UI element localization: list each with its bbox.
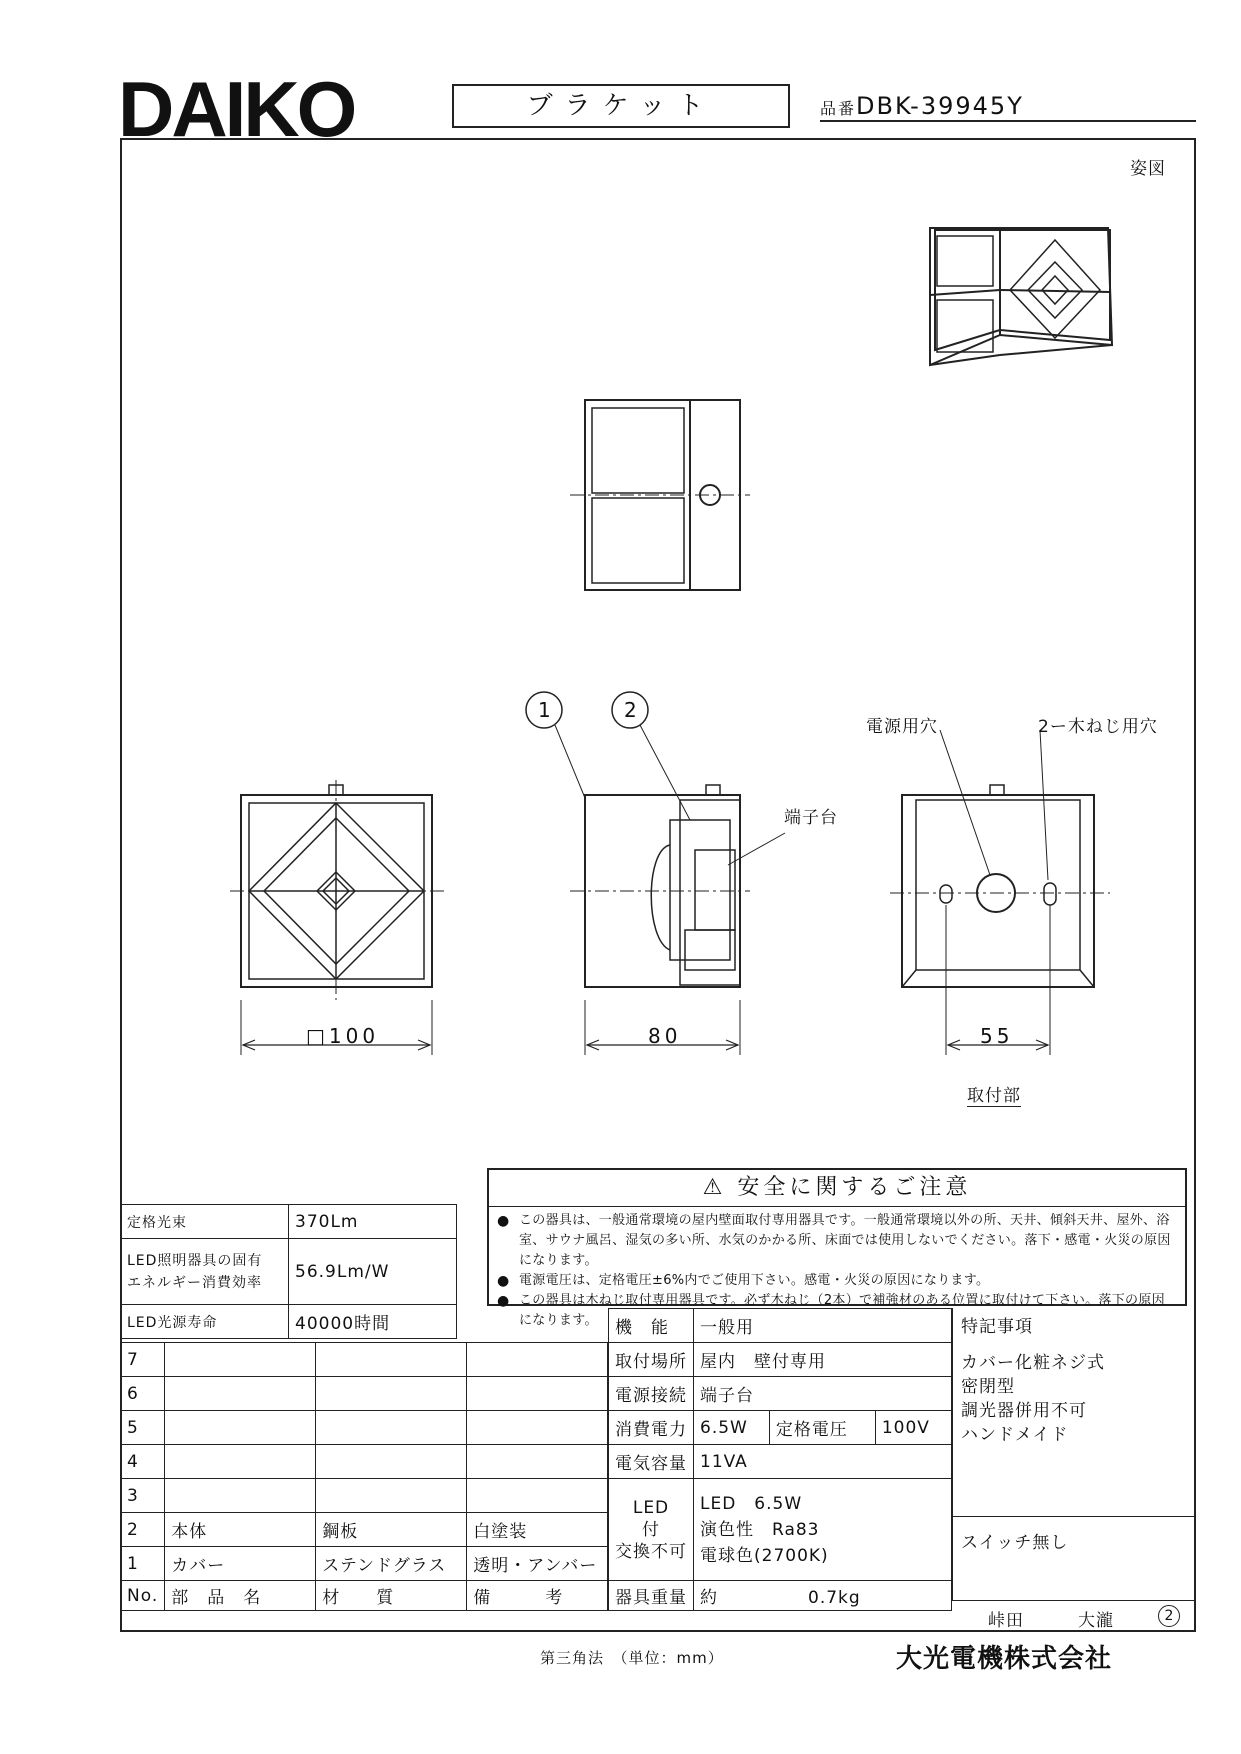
led-label-2: 付 <box>642 1519 660 1540</box>
weight-value: 0.7kg <box>808 1588 861 1608</box>
safety-title-text: 安全に関するご注意 <box>737 1175 972 1200</box>
weight-label: 器具重量 <box>609 1581 694 1611</box>
place-value: 屋内 壁付専用 <box>694 1343 952 1377</box>
isometric-view <box>930 228 1112 365</box>
part-no: 1 <box>121 1547 165 1581</box>
spec-value: 40000時間 <box>289 1305 457 1339</box>
front-view <box>230 780 445 1055</box>
mount-label: 取付部 <box>967 1081 1021 1107</box>
part-note <box>467 1445 608 1479</box>
designer-name: 峠田 <box>988 1611 1024 1631</box>
led-value <box>694 1479 952 1581</box>
note-line: ハンドメイド <box>961 1425 1069 1445</box>
part-note <box>467 1479 608 1513</box>
notes-title: 特記事項 <box>961 1317 1033 1337</box>
led-value-2: 演色性 Ra83 <box>700 1519 820 1540</box>
notes-divider <box>953 1516 1195 1517</box>
part-no: 6 <box>121 1377 165 1411</box>
spec-value: 56.9Lm/W <box>289 1239 457 1305</box>
dim-width: □100 <box>306 1024 380 1048</box>
top-view <box>570 400 750 590</box>
part-note: 透明・アンバー <box>467 1547 608 1581</box>
checker-name: 大瀧 <box>1078 1611 1114 1631</box>
weight-cell <box>694 1581 952 1611</box>
voltage-label: 定格電圧 <box>769 1411 875 1445</box>
side-view <box>526 692 785 1055</box>
part-material <box>316 1479 467 1513</box>
led-spec-table <box>120 1204 457 1339</box>
note-line: 調光器併用不可 <box>961 1401 1087 1421</box>
signature-row <box>952 1600 1194 1631</box>
part-no: 7 <box>121 1343 165 1377</box>
note-line: 密閉型 <box>961 1377 1015 1397</box>
part-material: ステンドグラス <box>316 1547 467 1581</box>
special-notes <box>952 1308 1195 1600</box>
power-value: 6.5W <box>694 1411 770 1445</box>
part-name <box>165 1479 316 1513</box>
spec-label: 定格光束 <box>121 1205 289 1239</box>
part-note <box>467 1343 608 1377</box>
part-no: 5 <box>121 1411 165 1445</box>
part-note: 白塗装 <box>467 1513 608 1547</box>
safety-title <box>489 1170 1185 1207</box>
mount-view <box>890 730 1110 1055</box>
part-name <box>165 1411 316 1445</box>
power-hole-label: 電源用穴 <box>866 717 938 737</box>
led-value-3: 電球色(2700K) <box>700 1545 829 1566</box>
parts-header-no: No. <box>121 1581 165 1611</box>
conn-label: 電源接続 <box>609 1377 694 1411</box>
power-label: 消費電力 <box>609 1411 694 1445</box>
capacity-value: 11VA <box>694 1445 952 1479</box>
safety-item: ● この器具は、一般通常環境の屋内壁面取付専用器具です。一般通常環境以外の所、天井、傾斜天井、屋外、浴室、サウナ風呂、湿気の多い所、水気のかかる所、床面では使用しないでください。落下・感電・火災の原因になります。 <box>497 1211 1177 1271</box>
function-value: 一般用 <box>694 1309 952 1343</box>
part-material <box>316 1411 467 1445</box>
spec-value: 370Lm <box>289 1205 457 1239</box>
part-name <box>165 1343 316 1377</box>
parts-table <box>120 1342 608 1611</box>
logo-text: DAIKO <box>118 65 355 153</box>
callout-1: 1 <box>538 698 552 722</box>
part-name: カバー <box>165 1547 316 1581</box>
part-number-label: 品番 <box>820 99 857 118</box>
part-no: 3 <box>121 1479 165 1513</box>
note-line: カバー化粧ネジ式 <box>961 1353 1105 1373</box>
terminal-label: 端子台 <box>784 808 838 828</box>
projection-note: 第三角法 （単位：mm） <box>540 1649 724 1667</box>
warning-icon: ⚠ <box>702 1175 727 1200</box>
parts-header-note: 備 考 <box>467 1581 608 1611</box>
product-type: ブラケット <box>526 91 716 121</box>
company-name: 大光電機株式会社 <box>896 1644 1113 1674</box>
part-material <box>316 1377 467 1411</box>
capacity-label: 電気容量 <box>609 1445 694 1479</box>
switch-note: スイッチ無し <box>961 1533 1069 1553</box>
part-note <box>467 1411 608 1445</box>
conn-value: 端子台 <box>694 1377 952 1411</box>
safety-item: ● 電源電圧は、定格電圧±6%内でご使用下さい。感電・火災の原因になります。 <box>497 1271 1177 1291</box>
voltage-value: 100V <box>875 1411 951 1445</box>
revision-badge: 2 <box>1158 1605 1180 1627</box>
led-value-1: LED 6.5W <box>700 1493 803 1514</box>
part-no: 2 <box>121 1513 165 1547</box>
led-label-1: LED <box>632 1497 670 1518</box>
part-material <box>316 1445 467 1479</box>
dim-mount: 55 <box>980 1024 1014 1048</box>
part-number: DBK-39945Y <box>856 92 1024 120</box>
function-label: 機 能 <box>609 1309 694 1343</box>
place-label: 取付場所 <box>609 1343 694 1377</box>
part-no: 4 <box>121 1445 165 1479</box>
dim-depth: 80 <box>648 1024 682 1048</box>
view-label: 姿図 <box>1130 159 1166 179</box>
spec-label: LED照明器具の固有 エネルギー消費効率 <box>121 1239 289 1305</box>
led-label-3: 交換不可 <box>615 1541 687 1562</box>
weight-prefix: 約 <box>700 1588 718 1608</box>
parts-header-material: 材 質 <box>316 1581 467 1611</box>
spec-label: LED光源寿命 <box>121 1305 289 1339</box>
part-name <box>165 1377 316 1411</box>
parts-header-name: 部 品 名 <box>165 1581 316 1611</box>
safety-item: ● この器具は木ねじ取付専用器具です。必ず木ねじ（2本）で補強材のある位置に取付けて下さい。落下の原因になります。 <box>497 1291 1177 1331</box>
part-note <box>467 1377 608 1411</box>
fixture-spec-table <box>608 1308 952 1611</box>
part-name: 本体 <box>165 1513 316 1547</box>
part-material: 鋼板 <box>316 1513 467 1547</box>
screw-hole-label: 2ー木ねじ用穴 <box>1038 717 1158 737</box>
callout-2: 2 <box>624 698 638 722</box>
part-name <box>165 1445 316 1479</box>
part-material <box>316 1343 467 1377</box>
led-label <box>609 1479 694 1581</box>
